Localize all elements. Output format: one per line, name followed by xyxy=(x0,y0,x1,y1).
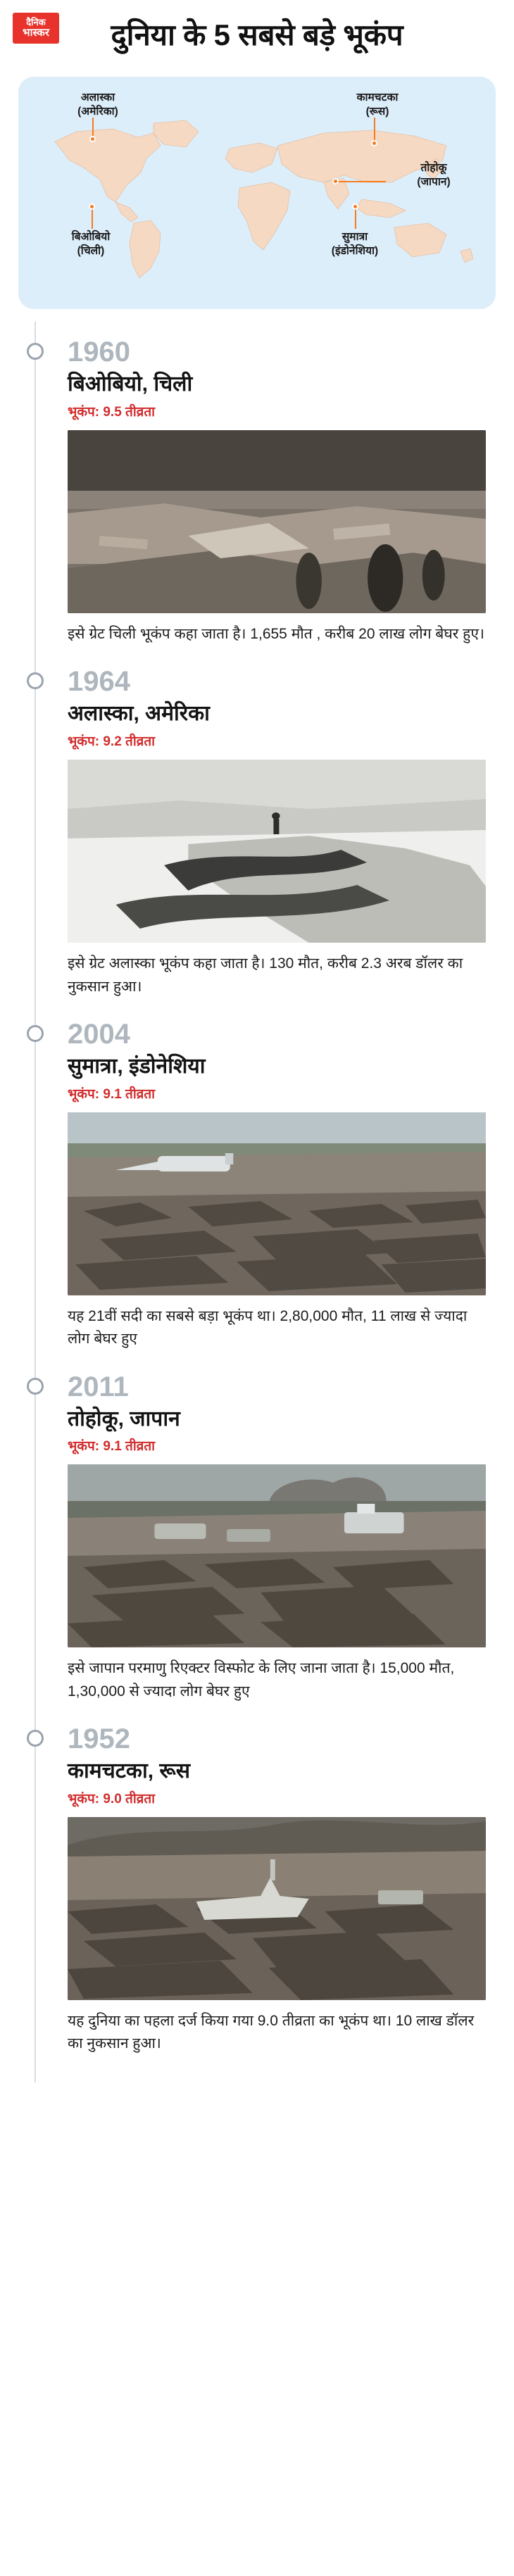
entry-photo xyxy=(68,760,486,943)
timeline-bullet-icon xyxy=(27,672,44,689)
entry-place: तोहोकू, जापान xyxy=(68,1407,180,1431)
title-block xyxy=(0,0,514,61)
leader-line-sumatra xyxy=(355,208,356,229)
brand-logo-line1: दैनिक xyxy=(26,17,46,28)
map-label-alaska-line2: (अमेरिका) xyxy=(77,106,118,118)
entry-magnitude: भूकंप: 9.1 तीव्रता xyxy=(68,1439,156,1455)
timeline-entry xyxy=(0,1004,514,1357)
leader-line-alaska xyxy=(92,118,94,137)
entry-year: 2011 xyxy=(68,1371,129,1402)
entry-photo xyxy=(68,1817,486,2000)
leader-line-tohoku xyxy=(335,181,386,182)
timeline-entry xyxy=(0,651,514,1004)
entry-magnitude: भूकंप: 9.5 तीव्रता xyxy=(68,404,156,420)
map-label-alaska xyxy=(52,91,144,119)
timeline-entry xyxy=(0,1357,514,1709)
entry-caption: इसे ग्रेट अलास्का भूकंप कहा जाता है। 130 मौत, करीब 2.3 अरब डॉलर का नुकसान हुआ। xyxy=(68,955,463,995)
brand-logo-line2: भास्कर xyxy=(23,26,49,39)
map-label-tohoku-line1: तोहोकू xyxy=(420,162,447,175)
entry-year: 1960 xyxy=(68,337,130,368)
timeline-entry xyxy=(0,1709,514,2061)
leader-line-biobio xyxy=(92,208,93,229)
timeline-bullet-icon xyxy=(27,1730,44,1747)
entry-magnitude: भूकंप: 9.1 तीव्रता xyxy=(68,1086,156,1102)
entry-caption: यह दुनिया का पहला दर्ज किया गया 9.0 तीव्रता का भूकंप था। 10 लाख डॉलर का नुकसान हुआ। xyxy=(68,2012,475,2052)
entry-place: सुमात्रा, इंडोनेशिया xyxy=(68,1055,206,1079)
map-label-alaska-line1: अलास्का xyxy=(80,92,115,104)
map-label-sumatra-line2: (इंडोनेशिया) xyxy=(331,245,379,258)
timeline-entry xyxy=(0,322,514,651)
entry-place: अलास्का, अमेरिका xyxy=(68,702,210,726)
map-label-biobio xyxy=(45,230,137,258)
map-label-kamchatka-line2: (रूस) xyxy=(365,106,389,118)
entry-photo xyxy=(68,1464,486,1647)
entry-magnitude: भूकंप: 9.0 तीव्रता xyxy=(68,1791,156,1807)
map-label-biobio-line2: (चिली) xyxy=(77,245,105,258)
leader-line-kamchatka xyxy=(374,118,375,142)
map-label-tohoku xyxy=(384,161,483,189)
entry-magnitude: भूकंप: 9.2 तीव्रता xyxy=(68,734,156,749)
map-label-kamchatka xyxy=(328,91,427,119)
entry-year: 1964 xyxy=(68,666,130,698)
entry-caption: इसे जापान परमाणु रिएक्टर विस्फोट के लिए जाना जाता है। 15,000 मौत, 1,30,000 से ज्यादा लोग बेघर हुए xyxy=(68,1660,455,1699)
map-label-biobio-line1: बिओबियो xyxy=(71,231,111,244)
entry-year: 2004 xyxy=(68,1019,130,1050)
world-map-card xyxy=(18,77,496,309)
map-label-kamchatka-line1: कामचटका xyxy=(356,92,399,104)
page-title: दुनिया के 5 सबसे बड़े भूकंप xyxy=(111,18,403,51)
entry-caption: इसे ग्रेट चिली भूकंप कहा जाता है। 1,655 मौत , करीब 20 लाख लोग बेघर हुए। xyxy=(68,625,484,642)
timeline-bullet-icon xyxy=(27,343,44,360)
map-label-sumatra xyxy=(299,230,411,258)
entry-photo xyxy=(68,430,486,613)
timeline-bullet-icon xyxy=(27,1378,44,1395)
entry-place: बिओबियो, चिली xyxy=(68,372,193,396)
map-label-sumatra-line1: सुमात्रा xyxy=(341,231,368,244)
brand-logo xyxy=(13,13,59,44)
entry-year: 1952 xyxy=(68,1723,130,1755)
map-label-tohoku-line2: (जापान) xyxy=(417,176,451,189)
entry-place: कामचटका, रूस xyxy=(68,1759,190,1783)
entry-photo xyxy=(68,1112,486,1295)
earthquake-timeline xyxy=(0,322,514,2082)
entry-caption: यह 21वीं सदी का सबसे बड़ा भूकंप था। 2,80,000 मौत, 11 लाख से ज्यादा लोग बेघर हुए xyxy=(68,1307,468,1347)
timeline-bullet-icon xyxy=(27,1025,44,1042)
